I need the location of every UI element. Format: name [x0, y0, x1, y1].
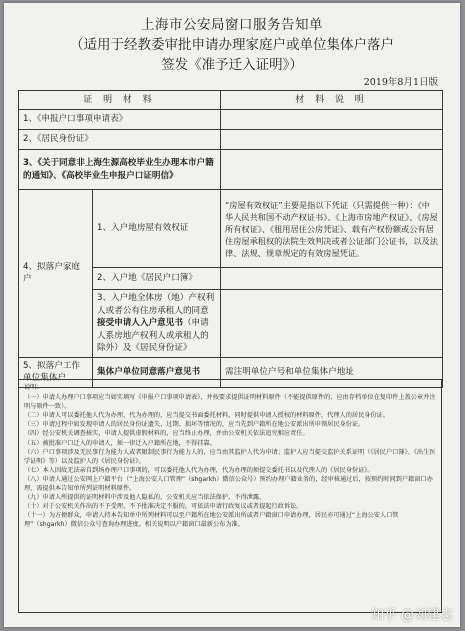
material-1: 1、《申报户口事项申请表》 [19, 110, 221, 130]
version-date: 2019年8月1日版 [363, 77, 438, 88]
title-line-3: 签发《准予迁入证明》） [161, 57, 303, 73]
table-row [19, 130, 443, 150]
table-row [19, 150, 443, 190]
note-item: （四）经公安机关调查核实，申请人提供虚假材料的，应当终止办理，并由公安机关依法追究相应责任。 [24, 430, 309, 438]
notes-heading: 说明： [24, 384, 43, 391]
header-material: 证 明 材 料 [19, 91, 221, 110]
material-2: 2、《居民身份证》 [19, 130, 221, 150]
material-4-1: 1、入户地房屋有效权证 [93, 190, 221, 268]
note-item: （五）被批准户口迁入的申请人，须一律迁入户籍所在地，不得挂靠。 [24, 439, 216, 447]
material-5-group: 5、拟落户工作单位集体户 [19, 357, 93, 387]
note-item: （十）对于公安机关作出的不予受理、不予批准决定不服的，可依法申请行政复议或者提起行政诉讼。 [24, 503, 303, 511]
material-4-group: 4、拟落户家庭户 [19, 190, 93, 358]
material-4-1-description: “房屋有效权证”主要是指以下凭证（只需提供一种）：《中华人民共和国不动产权证书》、《上海市房地产权证》、《房屋所有权证》、《租用居住公房凭证》、载有产权份额或公有居住房屋承租权的法院生效判决或者公证部门公证书，以及法律、法规、规章规定的有效房屋凭证。 [221, 190, 443, 268]
table-header-row [19, 91, 443, 110]
note-item: （七）本人因故无法亲自到场办理户口事项的，可以委托他人代为办理，代为办理的须提交委托书以及代理人的《居民身份证》。 [24, 466, 374, 474]
material-4-3-part-c: （申请人系房地产权利人或承租人的除外）及《居民身份证》 [97, 318, 209, 353]
notes-section [18, 379, 442, 613]
material-4-3-part-a: 3、入户地全体房（地）产权利人或者公有住房承租人的同意 [97, 293, 215, 316]
note-item: （一）申请人办理户口事项应当如实填写《申报户口事项申请表》，并按要求提供证明材料原件（不能提供原件的，应由存档单位在复印件上盖公章并注明与原件一致）。 [24, 394, 436, 411]
material-5-description: 需注明单位户号和单位集体户地址 [221, 357, 443, 387]
note-item: （十一）为方便群众，申请人持本告知单中所列材料可以至户籍所在地公安派出所或者户籍窗口申请办理，居民亦可通过“上海公安人口管理”（shgarkh）微信公众号查询办理进度。相关说明以户籍窗口最新公布为准。 [24, 512, 399, 529]
document-title [4, 15, 460, 75]
material-4-3-part-b: 接受申请人入户意见书 [97, 318, 183, 328]
title-line-1: 上海市公安局窗口服务告知单 [141, 17, 323, 33]
note-item: （二）申请人可以委托他人代为办理，代为办理的，应当提交书面委托材料，同时提供申请人授权的材料原件，代理人的居民身份证。 [24, 412, 390, 420]
material-4-2: 2、入户地《居民户口簿》 [93, 268, 221, 290]
materials-table [18, 90, 443, 388]
note-item: （六）户口事项涉及无民事行为能力人或者限制民事行为能力人的，应当由其监护人代为申请；监护人应当提交监护关系证明（《居民户口簿》、《出生医学证明》等）以及监护人的《居民身份证》。 [24, 448, 436, 465]
note-item: （三）申请过程中如发现申请人的居民身份证遗失、过期、损坏等情况的，应当先到户籍所在地公安派出所申领居民身份证。 [24, 421, 365, 429]
material-3: 3、《关于同意非上海生源高校毕业生办理本市户籍的通知》、《高校毕业生申报户口证明信》 [19, 150, 221, 190]
title-line-2: （适用于经教委审批申请办理家庭户或单位集体户落户 [70, 37, 394, 53]
note-item: （八）申请人通过公安网上户籍平台（“上海公安人口管理”（shgarkh）微信公众号）预约办理户籍业务的，经审核通过后，按预约时间到户籍窗口办理，需提供本告知单所列证明材料原件。 [24, 475, 433, 493]
table-row [19, 190, 443, 268]
table-row [19, 110, 443, 130]
note-item: （九）申请人所提供的证明材料中涉及他人隐私的，公安机关应当依法保护，不得泄露。 [24, 494, 266, 502]
zhihu-watermark [371, 604, 453, 623]
material-4-3 [93, 290, 221, 358]
header-description: 材 料 说 明 [221, 91, 443, 110]
material-5: 集体户单位同意落户意见书 [93, 357, 221, 387]
watermark-text: 知乎 @刘建志 [370, 608, 453, 623]
